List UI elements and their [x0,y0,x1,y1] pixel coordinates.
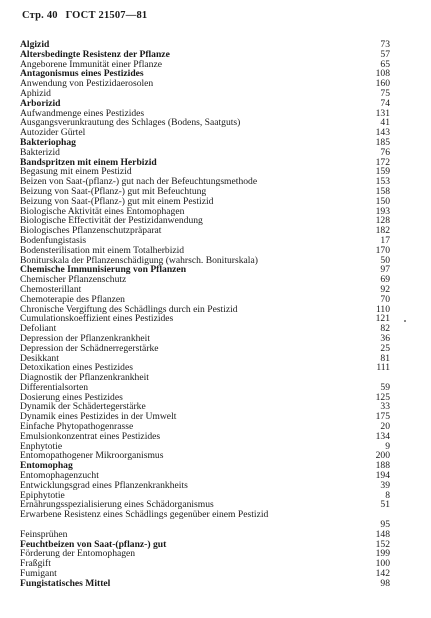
index-term: Differentialsorten [20,381,89,393]
index-term: Entwicklungsgrad eines Pflanzenkrankheits [20,479,188,491]
index-term: Förderung der Entomophagen [20,548,136,560]
index-page-number: 9 [385,440,390,452]
index-entry [20,138,390,148]
index-entry [20,89,390,99]
index-page-number: 70 [380,293,390,305]
index-term: Boniturskala der Pflanzenschädigung (wahrsch. Boniturskala) [20,254,258,266]
index-term: Feinsprühen [20,528,68,540]
index-term: Chemische Immunisierung von Pflanzen [20,264,187,276]
index-entry [20,432,390,442]
index-page-number: 182 [375,225,390,237]
index-term: Bakteriophag [20,136,76,148]
index-page-number: 41 [380,117,390,129]
index-term: Desikkant [20,352,59,364]
page-number-label: Стр. 40 [22,10,58,21]
index-term: Anwendung von Pestizidaerosolen [20,78,154,90]
index-page-number: 108 [375,68,390,80]
index-page-number: 194 [375,470,390,482]
index-term: Emulsionkonzentrat eines Pestizides [20,430,161,442]
index-term: Dynamik der Schädertegerstärke [20,401,146,413]
index-entry [20,559,390,569]
index-term: Defoliant [20,323,57,335]
index-page-number: 199 [375,548,390,560]
index-entry [20,451,390,461]
index-page-number: 39 [380,479,390,491]
index-page-number: 142 [375,568,390,580]
index-page-number: 65 [380,58,390,70]
index-page-number: 33 [380,401,390,413]
index-term: Chronische Vergiftung des Schädlings durch ein Pestizid [20,303,238,315]
index-term: Feuchtbeizen von Saat-(pflanz-) gut [20,538,167,550]
index-term: Bodenfungistasis [20,234,87,246]
index-page-number: 92 [380,283,390,295]
index-term: Arborizid [20,97,61,109]
index-term: Angeborene Immunität einer Pflanze [20,58,162,70]
index-page-number: 143 [375,127,390,139]
index-term: Altersbedingte Resistenz der Pflanze [20,48,170,60]
index-page-number: 200 [375,450,390,462]
index-page-number: 134 [375,430,390,442]
index-term: Diagnostik der Pflanzenkrankheit [20,372,149,384]
index-page-number: 59 [380,381,390,393]
index-page-number: 73 [380,39,390,50]
index-page-number: 97 [380,264,390,276]
index-term: Entomopathogener Mikroorganismus [20,450,164,462]
index-page-number: 74 [380,97,390,109]
index-page-number: 100 [375,558,390,570]
index-page-number: 76 [380,146,390,158]
page-header [22,10,152,21]
index-page-number: 82 [380,323,390,335]
index-page-number: 148 [375,528,390,540]
index-entry [20,314,390,324]
index-page-number: 75 [380,87,390,99]
index-entry [20,79,390,89]
index-entry [20,481,390,491]
index-term: Ernährungsspezialisierung eines Schädorganismus [20,499,214,511]
standard-code: ГОСТ 21507—81 [65,10,148,21]
index-term: Aphizid [20,87,51,99]
index-term: Chemoterapie des Pflanzen [20,293,125,305]
index-term: Beizung von Saat-(Pflanz-) gut mit Befeuchtung [20,185,207,197]
index-page-number: 158 [375,185,390,197]
index-term: Antagonismus eines Pestizides [20,68,144,80]
index-term: Chemischer Pflanzenschutz [20,274,127,286]
index-term: Biologische Aktivität eines Entomophagen [20,205,185,217]
index-page-number: 51 [380,499,390,511]
index-page-number: 111 [376,362,390,374]
index-page-number: 57 [380,48,390,60]
scan-speck [404,320,406,322]
index-term: Autozider Gürtel [20,127,86,139]
index-term: Enphytotie [20,440,63,452]
index-page-number: 152 [375,538,390,550]
term-index [20,40,390,589]
index-page-number: 17 [380,234,390,246]
index-term: Bodensterilisation mit einem Totalherbizid [20,244,185,256]
index-page-number: 188 [375,460,390,472]
index-page-number: 125 [375,391,390,403]
index-page-number: 36 [380,332,390,344]
index-page-number: 110 [375,303,390,315]
index-term: Entomophag [20,460,73,472]
index-term: Bandspritzen mit einem Herbizid [20,156,157,168]
index-page-number: 153 [375,176,390,188]
index-term: Fraßgift [20,558,51,570]
index-term: Depression der Schädnerregerstärke [20,342,159,354]
index-page-number: 160 [375,78,390,90]
index-entry [20,510,390,530]
index-page-number: 20 [380,421,390,433]
index-term: Biologisches Pflanzenschutzpräparat [20,225,162,237]
index-term: Dynamik eines Pestizides in der Umwelt [20,411,177,423]
index-page-number: 128 [375,215,390,227]
index-term: Depression der Pflanzenkrankheit [20,332,151,344]
index-term: Bakterizid [20,146,60,158]
index-term: Cumulationskoeffizient eines Pestizides [20,313,174,325]
index-page-number: 193 [375,205,390,217]
index-term: Fumigant [20,568,57,580]
index-page-number: 8 [385,489,390,501]
index-term: Begasung mit einem Pestizid [20,166,132,178]
index-term: Entomophagenzucht [20,470,99,482]
index-term: Epiphytotie [20,489,65,501]
index-term: Detoxikation eines Pestizides [20,362,133,374]
index-term: Ausgangsverunkrautung des Schlages (Bodens, Saatguts) [20,117,241,129]
index-page-number: 81 [380,352,390,364]
index-page-number: 25 [380,342,390,354]
index-page-number: 95 [380,519,390,531]
index-page-number: 185 [375,136,390,148]
index-term: Chemosterillant [20,283,82,295]
index-page-number: 175 [375,411,390,423]
index-page-number: 69 [380,274,390,286]
index-page-number: 121 [375,313,390,325]
index-page-number: 172 [375,156,390,168]
index-page-number: 159 [375,166,390,178]
index-entry [20,579,390,589]
index-page-number: 50 [380,254,390,266]
index-term: Aufwandmenge eines Pestizides [20,107,145,119]
index-term: Algizid [20,39,50,50]
index-term: Fungistatisches Mittel [20,577,111,589]
index-term: Biologische Effectivität der Pestizidanwendung [20,215,203,227]
index-term: Erwarbene Resistenz eines Schädlings gegenüber einem Pestizid [20,509,269,521]
index-term: Dosierung eines Pestizides [20,391,123,403]
index-page-number: 98 [380,577,390,589]
index-entry [20,344,390,354]
index-term: Beizung von Saat-(Pflanz-) gut mit einem Pestizid [20,195,214,207]
index-page-number: 131 [375,107,390,119]
index-term: Beizen von Saat-(pflanz-) gut nach der Befeuchtungsmethode [20,176,258,188]
index-entry [20,549,390,559]
index-term: Einfache Phytopathogenrasse [20,421,134,433]
index-page-number: 170 [375,244,390,256]
index-page-number: 150 [375,195,390,207]
